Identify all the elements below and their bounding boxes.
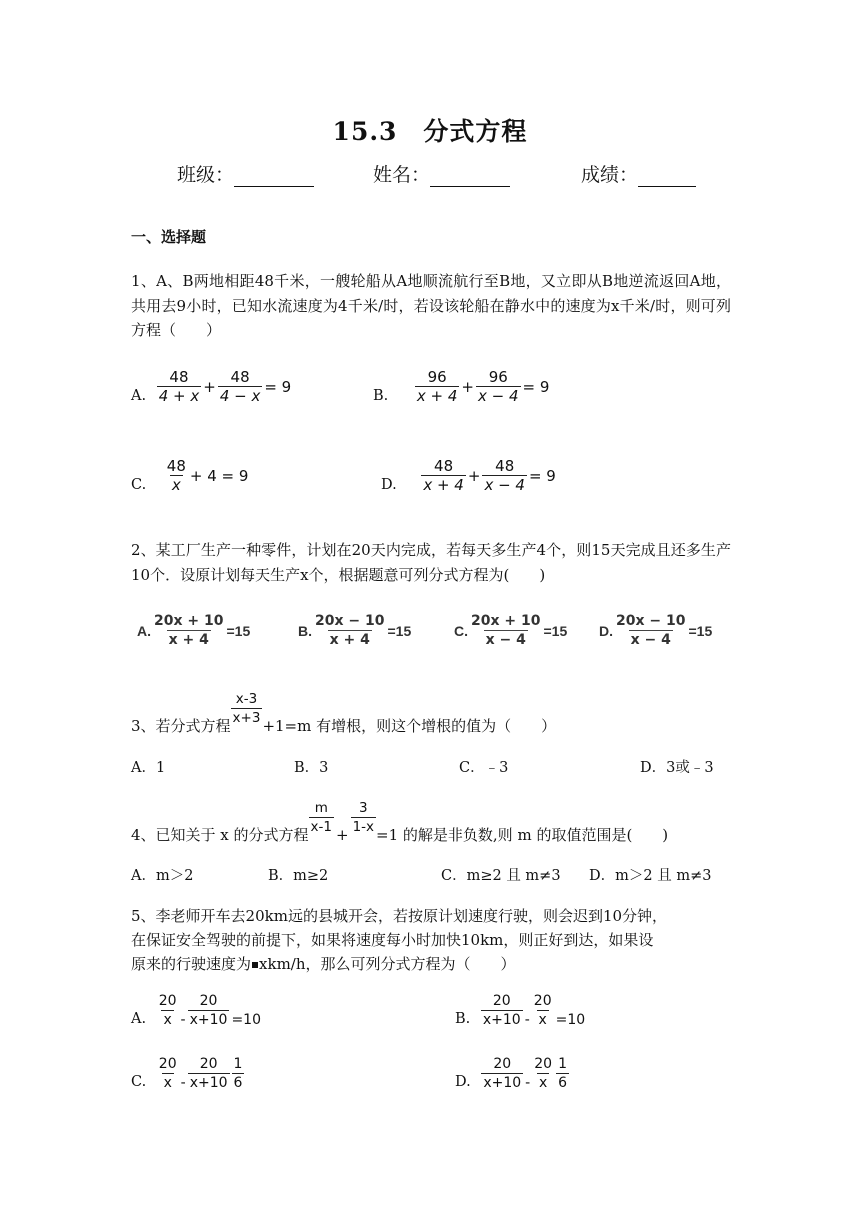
q3-option-b[interactable]: B．3	[294, 760, 329, 776]
question-1-text: 1、A、B两地相距48千米，一艘轮船从A地顺流航行至B地，又立即从B地逆流返回A地，共用去9小时，已知水流速度为4千米/时，若设该轮船在静水中的速度为x千米/时，则可列方程（ ）	[131, 272, 731, 339]
fraction: $\frac{20}{x+10}$	[189, 993, 228, 1028]
q1-option-b-label: B.	[373, 388, 389, 404]
section-heading: 一、选择题	[131, 228, 207, 246]
q1-option-a[interactable]	[131, 368, 291, 406]
q1-option-c-equation: 48 x + 4 = 9	[166, 457, 249, 494]
q1-option-a-equation: 48 4 + x + $\frac{48}{4 - x}$ = 9	[158, 368, 292, 405]
q5-option-c[interactable]: C. 20 x - 20 x+10 1 6	[131, 1056, 243, 1091]
question-3	[131, 690, 557, 735]
question-4: 4、已知关于 x 的分式方程 $\frac{m}{x-1}$ + $\frac{3}{1-x}$ =1 的解是非负数,则 m 的取值范围是( )	[131, 800, 669, 844]
fraction: 48 x + 4	[423, 457, 464, 494]
class-field	[177, 160, 314, 187]
q1-option-d[interactable]	[381, 457, 556, 495]
question-5-line-2: 在保证安全驾驶的前提下，如果将速度每小时加快10km，则正好到达，如果设	[131, 931, 654, 949]
question-2-text: 2、某工厂生产一种零件，计划在20天内完成，若每天多生产4个，则15天完成且还多生产10个．设原计划每天生产x个，根据题意可列分式方程为( )	[131, 541, 731, 584]
q1-option-c[interactable]	[131, 457, 248, 495]
class-label: 班级：	[177, 164, 235, 186]
fraction: 20 x	[534, 1056, 553, 1091]
q1-option-c-label: C.	[131, 477, 147, 493]
fraction: 48 x	[166, 457, 186, 494]
q4-option-c[interactable]: C．m≥2 且 m≠3	[441, 868, 561, 884]
fraction: $\frac{20x + 10}{x + 4}$	[154, 613, 224, 648]
fraction: $\frac{20x + 10}{x - 4}$	[471, 613, 541, 648]
fraction: $\frac{20x - 10}{x + 4}$	[315, 613, 385, 648]
question-5-line-3: 原来的行驶速度为 xkm/h，那么可列分式方程为（ ）	[131, 955, 516, 973]
q5-option-a[interactable]: A. 20 x - $\frac{20}{x+10}$ =10	[131, 993, 261, 1028]
q1-option-b[interactable]	[373, 368, 549, 406]
name-label: 姓名：	[373, 164, 431, 186]
fraction: 20 x+10	[483, 1056, 522, 1091]
fraction: $\frac{48}{4 - x}$	[219, 368, 261, 405]
name-field	[373, 160, 510, 187]
page-title: 15.3 分式方程	[332, 117, 528, 146]
class-blank[interactable]	[234, 166, 314, 187]
q2-option-a[interactable]: A. $\frac{20x + 10}{x + 4}$ =15	[137, 613, 251, 648]
fraction: $\frac{20}{x}$	[533, 993, 552, 1028]
fraction: $\frac{48}{x - 4}$	[484, 457, 525, 494]
q4-option-d[interactable]: D．m＞2 且 m≠3	[589, 868, 712, 884]
q1-option-d-label: D.	[381, 477, 397, 493]
q3-option-a[interactable]: A．1	[131, 760, 166, 776]
fraction: 1 6	[233, 1056, 243, 1091]
q1-option-d-equation: 48 x + 4 + $\frac{48}{x - 4}$ = 9	[423, 457, 556, 494]
fraction: $\frac{96}{x - 4}$	[477, 368, 519, 405]
q5-option-b[interactable]: B. 20 x+10 - $\frac{20}{x}$ =10	[455, 993, 586, 1028]
fraction: $\frac{20x - 10}{x - 4}$	[616, 613, 686, 648]
score-field	[581, 160, 696, 187]
q2-option-c[interactable]: C. $\frac{20x + 10}{x - 4}$ =15	[454, 613, 568, 648]
question-3-prefix: 3、若分式方程	[131, 717, 231, 735]
fraction: 20 x+10	[189, 1056, 228, 1091]
q2-option-d[interactable]: D. $\frac{20x - 10}{x - 4}$ =15	[599, 613, 713, 648]
question-3-suffix: +1=m 有增根，则这个增根的值为（ ）	[262, 717, 557, 735]
fraction: 20 x+10	[482, 993, 521, 1028]
q3-option-d[interactable]: D．3或﹣3	[640, 760, 714, 776]
question-5-line-1: 5、李老师开车去20km远的县城开会，若按原计划速度行驶，则会迟到10分钟，	[131, 907, 668, 925]
q4-option-b[interactable]: B．m≥2	[268, 868, 329, 884]
fraction: 20 x	[158, 993, 177, 1028]
q3-option-c[interactable]: C．﹣3	[459, 760, 509, 776]
fraction: 1 6	[558, 1056, 567, 1091]
name-blank[interactable]	[430, 166, 510, 187]
q2-option-b[interactable]: B. $\frac{20x - 10}{x + 4}$ =15	[298, 613, 412, 648]
score-blank[interactable]	[638, 166, 696, 187]
q4-fraction-2: $\frac{3}{1-x}$	[352, 800, 375, 835]
question-4-suffix: =1 的解是非负数,则 m 的取值范围是( )	[376, 826, 669, 844]
score-label: 成绩：	[581, 164, 639, 186]
q3-fraction: $\frac{x-3}{x+3}$	[232, 691, 261, 726]
q1-option-b-equation: 96 x + 4 + $\frac{96}{x - 4}$ = 9	[416, 368, 550, 405]
q4-fraction-1: $\frac{m}{x-1}$	[310, 800, 332, 835]
q1-option-a-label: A.	[131, 388, 147, 404]
fraction: 96 x + 4	[416, 368, 458, 405]
fraction: 20 x	[158, 1056, 177, 1091]
q4-option-a[interactable]: A．m＞2	[131, 868, 194, 884]
stray-mark-icon	[252, 962, 258, 968]
q5-option-d[interactable]: D. 20 x+10 - 20 x 1 6	[455, 1056, 567, 1091]
question-4-prefix: 4、已知关于 x 的分式方程	[131, 826, 309, 844]
fraction: 48 4 + x	[158, 368, 200, 405]
